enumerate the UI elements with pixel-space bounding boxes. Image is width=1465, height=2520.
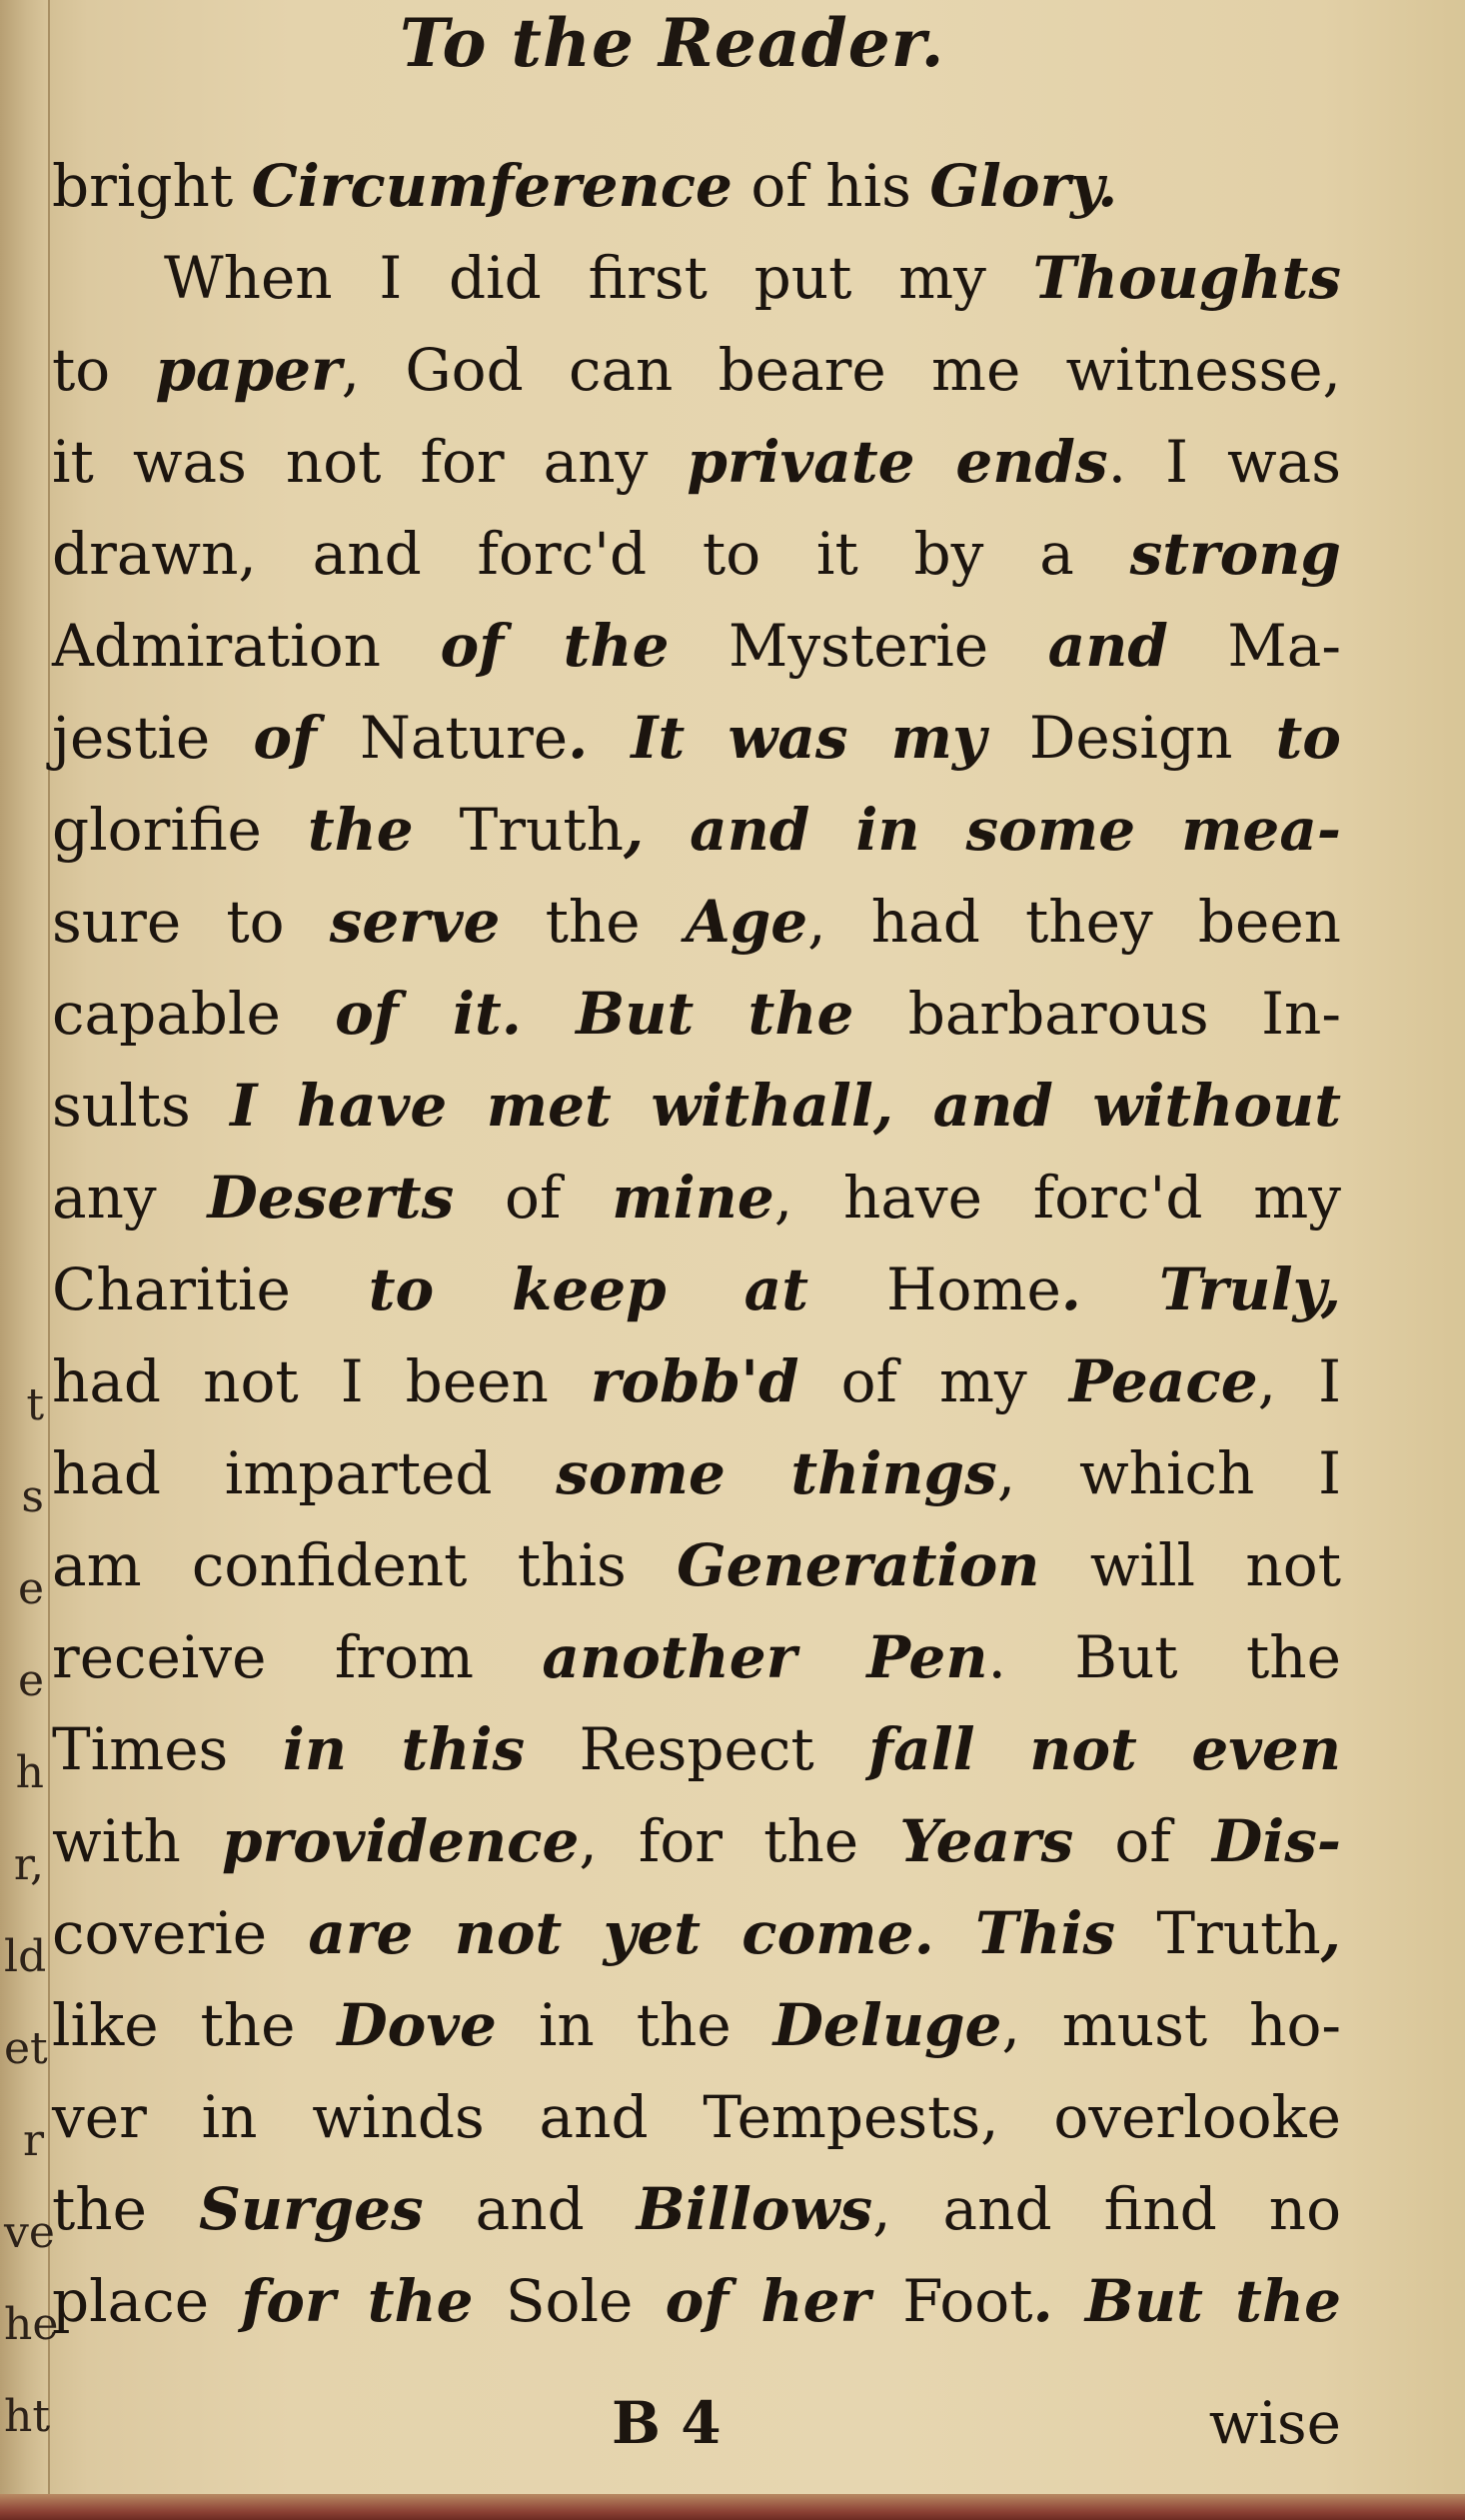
gutter-fragment: e — [17, 1563, 44, 1614]
italic-word: Billows — [636, 2175, 873, 2243]
italic-word: Circumference — [251, 152, 732, 220]
text-line — [52, 1152, 1341, 1244]
roman-text: glorifie — [52, 796, 262, 864]
catchword: wise — [1208, 2389, 1341, 2457]
roman-text: Times — [52, 1715, 229, 1783]
italic-word: to keep at — [290, 1256, 886, 1323]
roman-text: any — [52, 1164, 208, 1232]
roman-text: ver in winds and Tempests, overlooke — [52, 2083, 1341, 2151]
italic-word: of her — [633, 2267, 903, 2335]
italic-word: some things — [556, 1439, 997, 1507]
italic-word: of the — [381, 612, 729, 680]
roman-text: , and find no — [872, 2175, 1341, 2243]
italic-word: Generation — [677, 1531, 1040, 1599]
roman-text: Truth — [459, 796, 625, 864]
roman-text: it was not for any — [52, 428, 688, 496]
roman-text: Sole — [505, 2267, 634, 2335]
text-line — [52, 1335, 1341, 1427]
italic-word: in this — [228, 1715, 580, 1783]
italic-word: of it. But the — [280, 980, 908, 1048]
italic-word: Glory. — [929, 152, 1118, 220]
italic-word: Deserts — [207, 1164, 455, 1232]
gutter-fragment: r — [22, 2115, 44, 2166]
roman-text: jestie — [52, 704, 211, 772]
italic-word: fall not even — [813, 1715, 1341, 1783]
roman-text: receive from — [52, 1623, 543, 1691]
roman-text: the — [52, 2175, 199, 2243]
signature-mark: B 4 — [612, 2389, 722, 2457]
text-line — [52, 1979, 1341, 2071]
italic-word: . But the — [1032, 2267, 1342, 2335]
italic-word: of — [210, 704, 361, 772]
text-line — [52, 784, 1341, 876]
roman-text: like the — [52, 1991, 338, 2059]
roman-text: bright — [52, 152, 252, 220]
gutter-fragment: ht — [4, 2391, 51, 2442]
page-header — [0, 0, 1465, 92]
roman-text: of — [454, 1164, 613, 1232]
roman-text: Foot — [902, 2267, 1033, 2335]
roman-text: When I did first put my — [164, 244, 1033, 312]
roman-text: Admiration — [52, 612, 381, 680]
text-line — [52, 1703, 1341, 1795]
body-text — [52, 140, 1341, 2347]
roman-text: drawn, and forc'd to it by a — [52, 520, 1130, 588]
gutter-fragment: e — [17, 1655, 44, 1706]
italic-word: , — [1320, 1899, 1341, 1967]
roman-text: had not I been — [52, 1347, 591, 1415]
roman-text: Home — [885, 1256, 1061, 1323]
roman-text: Ma- — [1227, 612, 1341, 680]
text-line — [52, 508, 1341, 600]
gutter-fragment: ve — [4, 2207, 55, 2258]
roman-text: , God can beare me witnesse, — [341, 336, 1341, 404]
italic-word: another Pen — [542, 1623, 988, 1691]
text-line — [52, 1244, 1341, 1335]
roman-text: sure to — [52, 888, 330, 956]
roman-text: sults — [52, 1072, 191, 1140]
roman-text: Mysterie — [728, 612, 989, 680]
roman-text: had imparted — [52, 1439, 557, 1507]
roman-text: capable — [52, 980, 281, 1048]
text-line — [52, 140, 1341, 232]
text-line — [52, 692, 1341, 784]
roman-text: . But the — [987, 1623, 1341, 1691]
italic-word: Deluge — [772, 1991, 1002, 2059]
roman-text: in the — [496, 1991, 773, 2059]
roman-text: the — [500, 888, 686, 956]
text-line — [52, 232, 1341, 324]
text-line — [52, 876, 1341, 968]
italic-word: , and in some mea- — [624, 796, 1341, 864]
roman-text: , I — [1257, 1347, 1342, 1415]
text-line — [52, 1427, 1341, 1519]
page-edge — [0, 2494, 1465, 2520]
roman-text: and — [423, 2175, 637, 2243]
italic-word: providence — [221, 1807, 580, 1875]
text-line — [52, 600, 1341, 692]
italic-word: Years — [899, 1807, 1074, 1875]
roman-text: barbarous In- — [907, 980, 1341, 1048]
text-line — [52, 1060, 1341, 1152]
italic-word: private ends — [687, 428, 1108, 496]
roman-text: , must ho- — [1001, 1991, 1342, 2059]
italic-word: Thoughts — [1032, 244, 1341, 312]
italic-word: Dove — [337, 1991, 497, 2059]
italic-word: are not yet come. This — [267, 1899, 1157, 1967]
text-line — [52, 968, 1341, 1060]
roman-text: will not — [1039, 1531, 1342, 1599]
italic-word: Age — [685, 888, 808, 956]
italic-word: for the — [209, 2267, 506, 2335]
roman-text: , had they been — [807, 888, 1341, 956]
italic-word: Dis- — [1211, 1807, 1341, 1875]
roman-text: Respect — [579, 1715, 814, 1783]
roman-text: of his — [732, 152, 930, 220]
gutter-fragment: t — [26, 1379, 44, 1430]
italic-word: to — [1232, 704, 1341, 772]
text-line — [52, 2071, 1341, 2163]
italic-word: I have met withall, and without — [190, 1072, 1341, 1140]
roman-text: . I was — [1107, 428, 1341, 496]
gutter-fragment: et — [4, 2023, 48, 2074]
page-footer — [52, 2389, 1341, 2481]
roman-text: , which I — [996, 1439, 1341, 1507]
italic-word: Surges — [198, 2175, 424, 2243]
italic-word: serve — [329, 888, 501, 956]
roman-text: coverie — [52, 1899, 268, 1967]
text-line — [52, 324, 1341, 416]
gutter-fragment: h — [15, 1747, 44, 1798]
gutter-fragment: s — [21, 1471, 44, 1522]
italic-word: and — [988, 612, 1228, 680]
text-line — [52, 1887, 1341, 1979]
roman-text: place — [52, 2267, 210, 2335]
roman-text: , for the — [579, 1807, 900, 1875]
italic-word: strong — [1129, 520, 1341, 588]
roman-text: of — [1073, 1807, 1212, 1875]
facing-page-gutter — [0, 0, 59, 2520]
roman-text: of my — [798, 1347, 1069, 1415]
italic-word: Peace — [1068, 1347, 1258, 1415]
text-line — [52, 2255, 1341, 2347]
italic-word: . Truly, — [1060, 1256, 1341, 1323]
roman-text: to — [52, 336, 156, 404]
gutter-fragment: ld — [4, 1931, 47, 1982]
text-line — [52, 1611, 1341, 1703]
running-head: To the Reader. — [400, 4, 945, 82]
gutter-fragment: r, — [13, 1839, 44, 1890]
italic-word: paper — [155, 336, 342, 404]
text-line — [52, 2163, 1341, 2255]
italic-word: mine — [612, 1164, 774, 1232]
text-line — [52, 1519, 1341, 1611]
text-line — [52, 416, 1341, 508]
roman-text: am confident this — [52, 1531, 678, 1599]
text-line — [52, 1795, 1341, 1887]
italic-word: . It was my — [568, 704, 1029, 772]
roman-text: with — [52, 1807, 222, 1875]
roman-text: Truth — [1156, 1899, 1321, 1967]
roman-text: Charitie — [52, 1256, 291, 1323]
roman-text: Design — [1028, 704, 1233, 772]
italic-word: the — [261, 796, 460, 864]
gutter-fragment: he — [4, 2299, 59, 2350]
roman-text: , have forc'd my — [773, 1164, 1342, 1232]
roman-text: Nature — [360, 704, 569, 772]
italic-word: robb'd — [590, 1347, 799, 1415]
